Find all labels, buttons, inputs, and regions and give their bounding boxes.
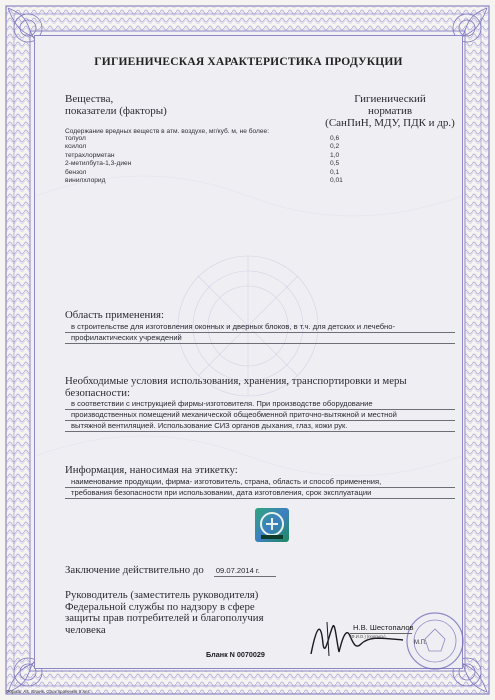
header-right-line1: Гигиенический bbox=[354, 93, 426, 105]
hologram-sticker bbox=[255, 508, 289, 542]
substance-name: 2-метилбута-1,3-диен bbox=[65, 160, 132, 168]
conditions-text-line2: производственных помещений механической общеобменной приточно-вытяжной и местной bbox=[65, 410, 455, 421]
content-note: Содержание вредных веществ в атм. воздухе, мг/куб. м, не более: bbox=[65, 128, 270, 135]
label-info-text-line1: наименование продукции, фирма- изготовитель, страна, область и способ применения, bbox=[65, 477, 455, 488]
substance-value: 0,1 bbox=[330, 168, 340, 176]
seal-marker: М.П. bbox=[414, 640, 427, 646]
substance-name: винилхлорид bbox=[65, 177, 106, 185]
signatory-line3: защиты прав потребителей и благополучия bbox=[65, 612, 264, 624]
application-text-line2: профилактических учреждений bbox=[65, 333, 455, 344]
application-heading: Область применения: bbox=[65, 309, 165, 321]
label-info-text-line2: требования безопасности при использовании, дата изготовления, срок эксплуатации bbox=[65, 488, 455, 499]
header-left-line1: Вещества, bbox=[65, 93, 114, 105]
substance-name: бензол bbox=[65, 168, 87, 176]
footer-note: Формат А4. Бланк. Срок хранения 5 лет. bbox=[6, 689, 91, 694]
conclusion-date: 09.07.2014 г. bbox=[214, 566, 276, 577]
application-section bbox=[65, 310, 455, 344]
application-text-line1: в строительстве для изготовления оконных и дверных блоков, в т.ч. для детских и лечебно- bbox=[65, 322, 455, 333]
content-area bbox=[34, 35, 463, 669]
substance-name: ксилол bbox=[65, 143, 87, 151]
header-right bbox=[320, 93, 460, 129]
conditions-heading-line1: Необходимые условия использования, хранения, транспортировки и меры bbox=[65, 375, 407, 387]
header-left bbox=[65, 93, 167, 117]
substance-value: 0,01 bbox=[330, 177, 343, 185]
conclusion-label: Заключение действительно до bbox=[65, 564, 204, 576]
header-right-line2: норматив bbox=[367, 105, 413, 117]
substance-value: 0,5 bbox=[330, 160, 340, 168]
conditions-section bbox=[65, 376, 455, 432]
label-info-section bbox=[65, 465, 455, 499]
signatory-line4: человека bbox=[65, 623, 106, 636]
blank-number: Бланк N 0070029 bbox=[206, 650, 265, 659]
header-right-line3: (СанПиН, МДУ, ПДК и др.) bbox=[325, 117, 455, 129]
header-left-line2: показатели (факторы) bbox=[65, 105, 167, 117]
label-info-heading: Информация, наносимая на этикетку: bbox=[65, 464, 238, 476]
substance-value: 0,6 bbox=[330, 135, 340, 142]
conclusion-row bbox=[65, 560, 455, 578]
document-title: ГИГИЕНИЧЕСКАЯ ХАРАКТЕРИСТИКА ПРОДУКЦИИ bbox=[94, 56, 403, 68]
signatory-line2: Федеральной службы по надзору в сфере bbox=[65, 600, 255, 613]
substance-value: 1,0 bbox=[330, 151, 340, 159]
signatory-block bbox=[65, 590, 285, 636]
signatory-line1: Руководитель (заместитель руководителя) bbox=[65, 589, 259, 601]
substance-names bbox=[65, 135, 131, 185]
signatory-name: Н.В. Шестопалов bbox=[353, 623, 414, 632]
substance-name: тетрахлорметан bbox=[65, 151, 115, 159]
substance-name: толуол bbox=[65, 135, 86, 142]
substance-value: 0,2 bbox=[330, 143, 340, 151]
substance-values bbox=[330, 135, 343, 185]
signatory-name-caption: (Ф.И.О.) (подпись) bbox=[350, 633, 412, 639]
conditions-text-line3: вытяжной вентиляцией. Использование СИЗ органов дыхания, глаз, кожи рук. bbox=[65, 421, 455, 432]
conditions-heading-line2: безопасности: bbox=[65, 386, 130, 399]
conditions-text-line1: в соответствии с инструкцией фирмы-изготовителя. При производстве оборудование bbox=[65, 399, 455, 410]
